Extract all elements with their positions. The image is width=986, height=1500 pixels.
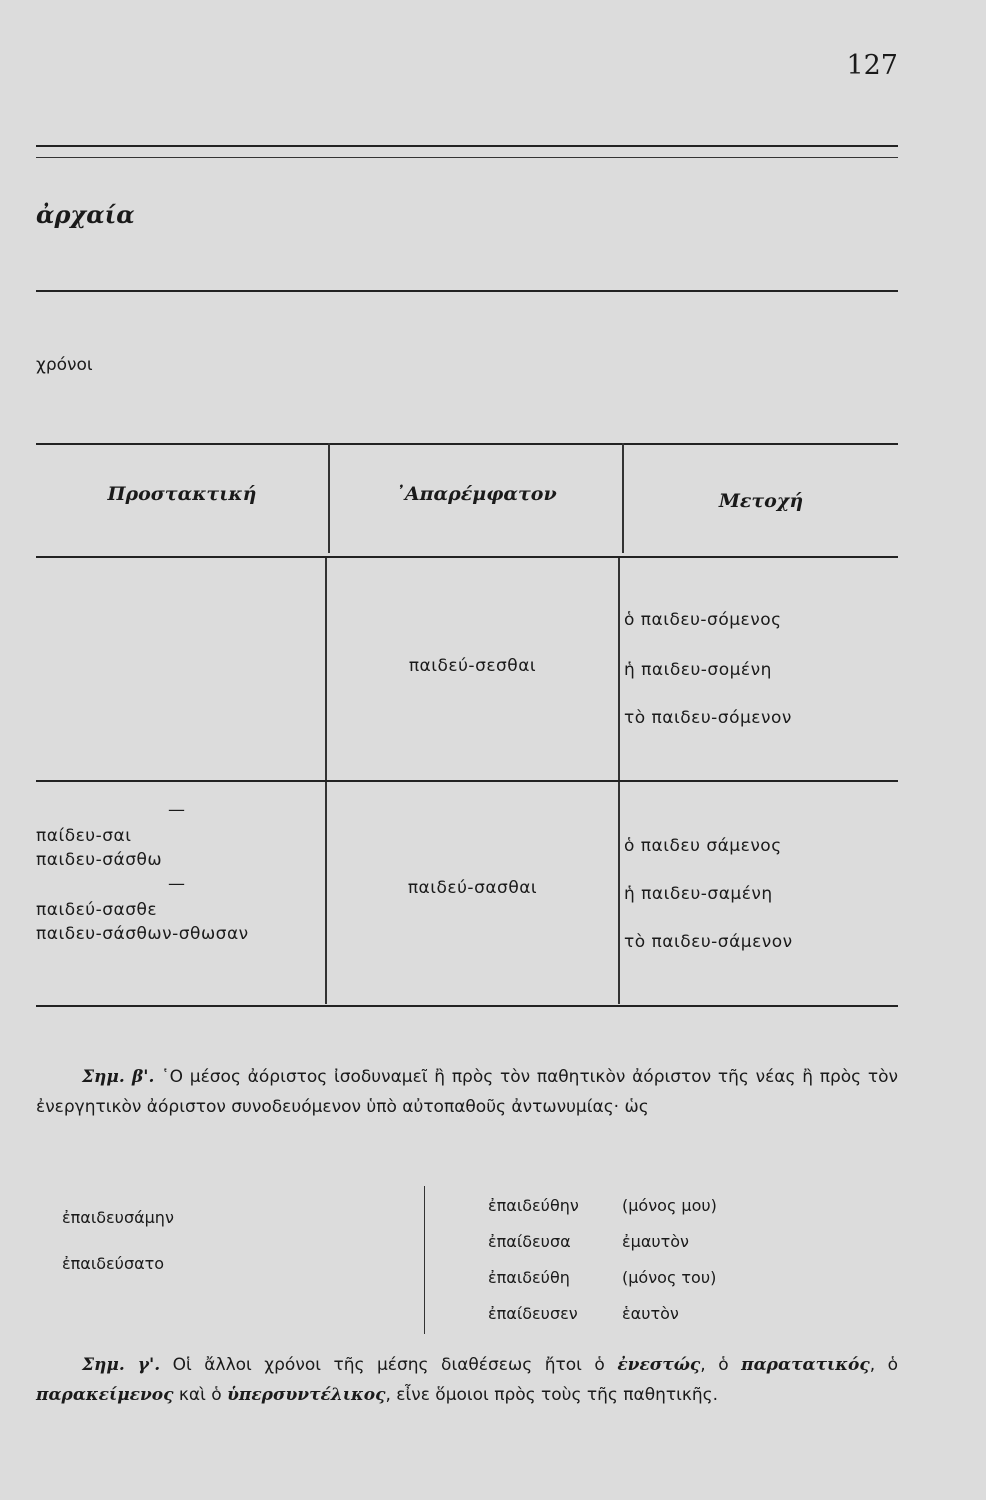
- top-rule-thin: [36, 157, 898, 158]
- section-rule: [36, 290, 898, 292]
- note-c-text-b: , εἶνε ὅμοιοι πρὸς τοὺς τῆς παθητικῆς.: [385, 1385, 719, 1405]
- top-rule: [36, 145, 898, 147]
- row1-bottom-rule: [36, 780, 898, 782]
- row2-dash-2: —: [168, 874, 185, 894]
- note-c-sep-3: καὶ ὁ: [178, 1385, 222, 1405]
- header-infinitive: ᾿Απαρέμφατον: [395, 483, 557, 505]
- tenses-label: χρόνοι: [36, 355, 93, 375]
- table-top-rule: [36, 443, 898, 445]
- note-b-text: ῾Ο μέσος ἀόριστος ἰσοδυναμεῖ ἢ πρὸς τὸν παθητικὸν ἀόριστον τῆς νέας ἢ πρὸς τὸν ἐνεργητικὸν ἀόριστον συνοδευόμενον ὑπὸ αὐτοπαθοῦς ἀντωνυμίας· ὡς: [36, 1067, 898, 1117]
- note-c: [36, 1350, 898, 1410]
- header-bottom-rule: [36, 556, 898, 558]
- row1-participle-neut: τὸ παιδευ-σόμενον: [624, 708, 792, 728]
- examples-divider: [424, 1186, 425, 1334]
- section-title: ἀρχαία: [36, 200, 135, 229]
- example-right-verb-1: ἐπαιδεύθην: [488, 1196, 579, 1215]
- row2-participle-fem: ἡ παιδευ-σαμένη: [624, 884, 773, 904]
- example-right-gloss-2: ἐμαυτὸν: [622, 1232, 689, 1251]
- example-right-verb-2: ἐπαίδευσα: [488, 1232, 571, 1251]
- example-left-2: ἐπαιδεύσατο: [62, 1254, 165, 1273]
- row2-dash-1: —: [168, 800, 185, 820]
- table-bottom-rule: [36, 1005, 898, 1007]
- row1-infinitive: παιδεύ-σεσθαι: [408, 656, 537, 676]
- note-c-sep-1: , ὁ: [700, 1355, 729, 1375]
- note-c-term-perfect: παρακείμενος: [36, 1385, 174, 1405]
- row2-infinitive: παιδεύ-σασθαι: [407, 878, 538, 898]
- example-left-1: ἐπαιδευσάμην: [62, 1208, 174, 1227]
- row1-divider-2: [618, 558, 620, 780]
- row1-participle-fem: ἡ παιδευ-σομένη: [624, 660, 772, 680]
- note-c-sep-2: , ὁ: [869, 1355, 899, 1375]
- row2-imperative-2sg: παίδευ-σαι: [36, 826, 132, 846]
- note-c-term-present: ἐνεστώς: [617, 1355, 701, 1375]
- note-b-label: Σημ. β'.: [82, 1067, 155, 1087]
- header-imperative: Προστακτική: [107, 483, 257, 505]
- row2-participle-masc: ὁ παιδευ σάμενος: [624, 836, 782, 856]
- example-right-verb-4: ἐπαίδευσεν: [488, 1304, 578, 1323]
- row2-participle-neut: τὸ παιδευ-σάμενον: [624, 932, 793, 952]
- note-c-term-pluperfect: ὑπερσυντέλικος: [227, 1385, 386, 1405]
- note-b: [36, 1062, 898, 1122]
- example-right-verb-3: ἐπαιδεύθη: [488, 1268, 570, 1287]
- note-c-text-a: Οἱ ἄλλοι χρόνοι τῆς μέσης διαθέσεως ἤτοι ὁ: [172, 1355, 605, 1375]
- row1-participle-masc: ὁ παιδευ-σόμενος: [624, 610, 782, 630]
- example-right-gloss-1: (μόνος μου): [622, 1196, 717, 1215]
- page-number: 127: [846, 50, 898, 81]
- row2-divider-2: [618, 782, 620, 1004]
- note-c-label: Σημ. γ'.: [82, 1355, 161, 1375]
- row2-imperative-3sg: παιδευ-σάσθω: [36, 850, 163, 870]
- example-right-gloss-3: (μόνος του): [622, 1268, 717, 1287]
- row2-imperative-3pl: παιδευ-σάσθων-σθωσαν: [36, 924, 249, 944]
- row2-imperative-2pl: παιδεύ-σασθε: [36, 900, 158, 920]
- example-right-gloss-4: ἑαυτὸν: [622, 1304, 679, 1323]
- note-c-term-imperfect: παρατατικός: [741, 1355, 870, 1375]
- header-participle: Μετοχή: [718, 490, 804, 512]
